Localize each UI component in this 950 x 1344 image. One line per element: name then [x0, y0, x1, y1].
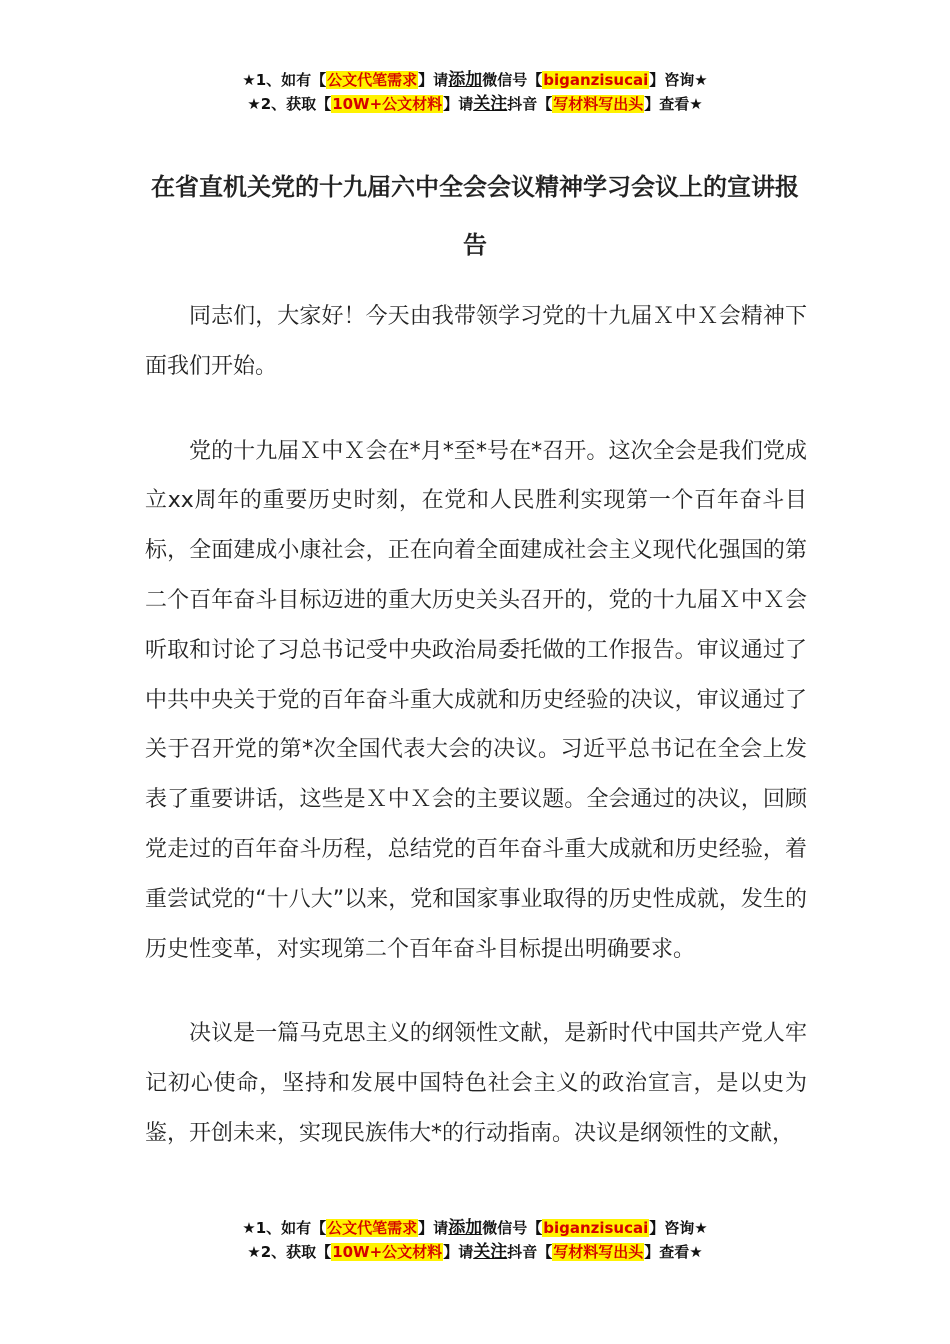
promo-highlight: 10W+公文材料: [332, 95, 443, 113]
promo-text: 】查看★: [644, 1243, 703, 1261]
promo-emphasis: 关注: [473, 1242, 508, 1262]
promo-line-1: [0, 1216, 950, 1240]
promo-text: ★1、如有【: [242, 1219, 327, 1237]
promo-text: ★2、获取【: [247, 1243, 332, 1261]
footer-promo-banner: [0, 1216, 950, 1264]
promo-douyin-id: 写材料写出头: [553, 1243, 644, 1261]
promo-text: 】咨询★: [649, 71, 708, 89]
body-paragraph: 决议是一篇马克思主义的纲领性文献，是新时代中国共产党人牢记初心使命，坚持和发展中国特色社会主义的政治宣言，是以史为鉴，开创未来，实现民族伟大*的行动指南。决议是纲领性的文献，: [145, 1021, 807, 1146]
promo-highlight: 10W+公文材料: [332, 1243, 443, 1261]
promo-text: 】查看★: [644, 95, 703, 113]
promo-emphasis: 添加: [448, 70, 483, 90]
promo-line-2: [0, 92, 950, 116]
document-title: 在省直机关党的十九届六中全会会议精神学习会议上的宣讲报告: [151, 173, 799, 259]
promo-text: 】请: [418, 71, 449, 89]
promo-text: ★2、获取【: [247, 95, 332, 113]
promo-text: 】请: [418, 1219, 449, 1237]
document-body: [145, 292, 807, 1159]
promo-douyin-id: 写材料写出头: [553, 95, 644, 113]
promo-line-2: [0, 1240, 950, 1264]
promo-text: 】咨询★: [649, 1219, 708, 1237]
promo-text: 抖音【: [507, 1243, 553, 1261]
promo-text: ★1、如有【: [242, 71, 327, 89]
promo-line-1: [0, 68, 950, 92]
promo-text: 】请: [443, 1243, 474, 1261]
promo-emphasis: 添加: [448, 1218, 483, 1238]
promo-text: 微信号【: [482, 71, 543, 89]
promo-highlight: 公文代笔需求: [327, 1219, 418, 1237]
promo-emphasis: 关注: [473, 94, 508, 114]
promo-wechat-id: biganzisucai: [543, 71, 649, 89]
promo-wechat-id: biganzisucai: [543, 1219, 649, 1237]
body-paragraph: 党的十九届Ｘ中Ｘ会在*月*至*号在*召开。这次全会是我们党成立xx周年的重要历史时刻，在党和人民胜利实现第一个百年奋斗目标，全面建成小康社会，正在向着全面建成社会主义现代化强国的第二个百年奋斗目标迈进的重大历史关头召开的，党的十九届Ｘ中Ｘ会听取和讨论了习总书记受中央政治局委托做的工作报告。审议通过了中共中央关于党的百年奋斗重大成就和历史经验的决议，审议通过了关于召开党的第*次全国代表大会的决议。习近平总书记在全会上发表了重要讲话，这些是Ｘ中Ｘ会的主要议题。全会通过的决议，回顾党走过的百年奋斗历程，总结党的百年奋斗重大成就和历史经验，着重尝试党的“十八大”以来，党和国家事业取得的历史性成就，发生的历史性变革，对实现第二个百年奋斗目标提出明确要求。: [145, 438, 807, 962]
promo-text: 微信号【: [482, 1219, 543, 1237]
promo-highlight: 公文代笔需求: [327, 71, 418, 89]
header-promo-banner: [0, 68, 950, 116]
promo-text: 抖音【: [507, 95, 553, 113]
promo-text: 】请: [443, 95, 474, 113]
body-paragraph: 同志们，大家好！今天由我带领学习党的十九届Ｘ中Ｘ会精神下面我们开始。: [145, 304, 807, 379]
